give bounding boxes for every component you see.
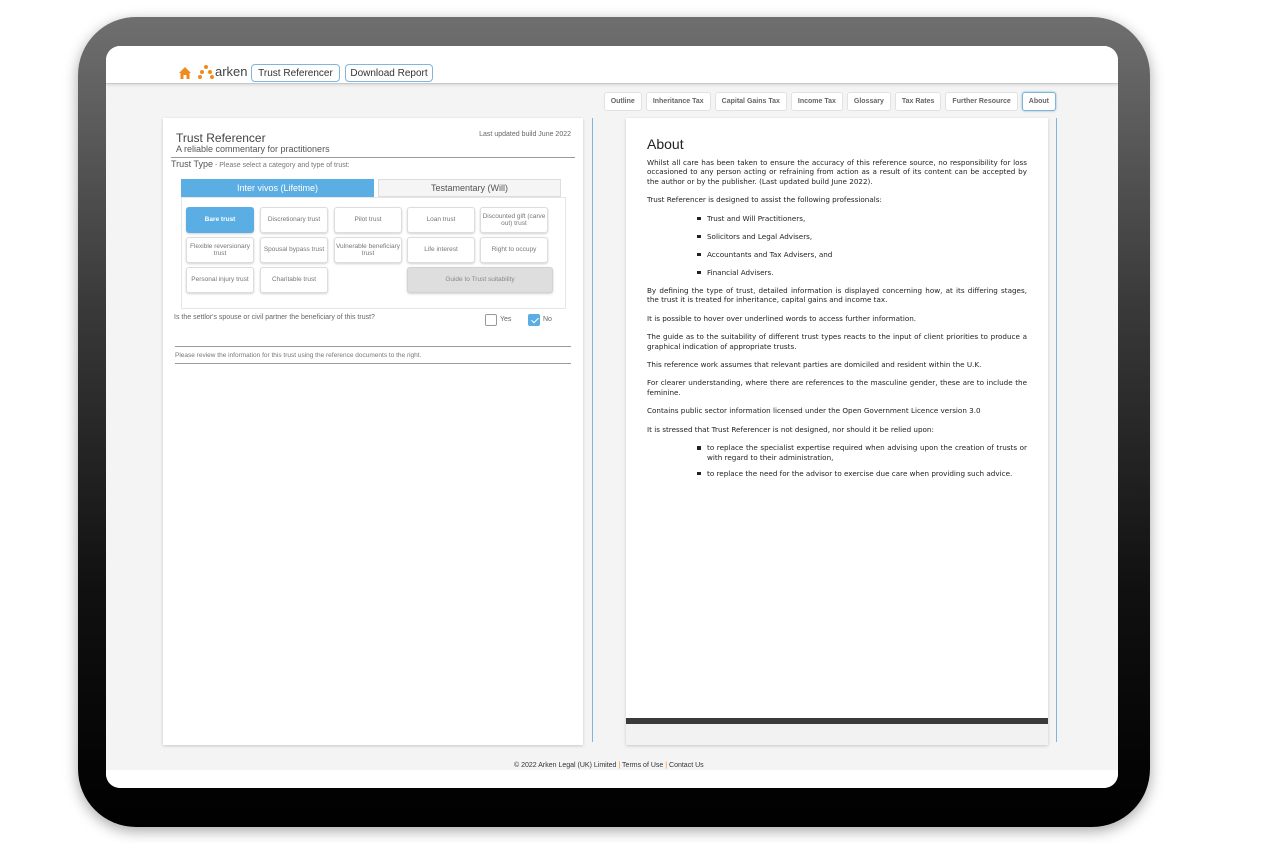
terms-of-use-link[interactable]: Terms of Use (622, 762, 664, 769)
panel-title: Trust Referencer (176, 131, 266, 145)
designed-for-paragraph: Trust Referencer is designed to assist the following professionals: (647, 195, 882, 205)
caveats-list (647, 443, 1027, 478)
panel-subtitle: A reliable commentary for practitioners (176, 144, 330, 154)
pane-divider-left[interactable] (592, 118, 593, 742)
licence-paragraph: Contains public sector information licensed under the Open Government Licence version 3.0 (647, 406, 981, 416)
category-testamentary-tab[interactable]: Testamentary (Will) (378, 179, 561, 197)
contact-us-link[interactable]: Contact Us (669, 762, 704, 769)
logo-text: arken (215, 64, 248, 79)
vulnerable-beneficiary-trust-button[interactable]: Vulnerable beneficiary trust (334, 237, 402, 263)
tab-income-tax[interactable]: Income Tax (791, 92, 843, 111)
footer-strip (106, 770, 1118, 788)
tab-glossary[interactable]: Glossary (847, 92, 891, 111)
trust-selector-panel (163, 118, 583, 745)
last-updated: Last updated build June 2022 (479, 131, 571, 138)
tab-tax-rates[interactable]: Tax Rates (895, 92, 942, 111)
home-icon[interactable] (178, 66, 192, 80)
trust-type-label: Trust Type (171, 159, 214, 169)
about-panel (626, 118, 1048, 745)
life-interest-button[interactable]: Life interest (407, 237, 475, 263)
no-label: No (543, 316, 552, 323)
guide-paragraph: The guide as to the suitability of different trust types reacts to the input of client priorities to produce a graphical indication of appropriate trusts. (647, 332, 1027, 351)
footer (106, 762, 1118, 769)
gender-paragraph: For clearer understanding, where there are references to the masculine gender, these are to include the feminine. (647, 378, 1027, 397)
trust-type-hint: - Please select a category and type of trust: (213, 162, 350, 169)
loan-trust-button[interactable]: Loan trust (407, 207, 475, 233)
trust-type-heading (171, 159, 350, 169)
category-inter-vivos-tab[interactable]: Inter vivos (Lifetime) (181, 179, 374, 197)
tab-inheritance-tax[interactable]: Inheritance Tax (646, 92, 711, 111)
professionals-list (647, 214, 1027, 277)
flexible-reversionary-trust-button[interactable]: Flexible reversionary trust (186, 237, 254, 263)
domicile-paragraph: This reference work assumes that relevant parties are domiciled and resident within the U.K. (647, 360, 982, 370)
spousal-bypass-trust-button[interactable]: Spousal bypass trust (260, 237, 328, 263)
charitable-trust-button[interactable]: Charitable trust (260, 267, 328, 293)
review-divider-bottom (175, 363, 571, 364)
pilot-trust-button[interactable]: Pilot trust (334, 207, 402, 233)
list-item: Financial Advisers. (697, 268, 1027, 277)
nav-tabs (604, 92, 1056, 111)
hover-paragraph: It is possible to hover over underlined words to access further information. (647, 313, 917, 323)
discretionary-trust-button[interactable]: Discretionary trust (260, 207, 328, 233)
pane-divider-right (1056, 118, 1057, 742)
personal-injury-trust-button[interactable]: Personal injury trust (186, 267, 254, 293)
list-item: Solicitors and Legal Advisers, (697, 232, 1027, 241)
title-divider (171, 157, 575, 158)
about-heading: About (647, 136, 684, 152)
tab-further-resource[interactable]: Further Resource (945, 92, 1017, 111)
trust-referencer-button[interactable]: Trust Referencer (251, 64, 340, 82)
discounted-gift-trust-button[interactable]: Discounted gift (carve out) trust (480, 207, 548, 233)
definition-paragraph: By defining the type of trust, detailed information is displayed concerning how, at its differing stages, the trust it is treated for inheritance, capital gains and income tax. (647, 286, 1027, 305)
guide-to-trust-suitability-button[interactable]: Guide to Trust suitability (407, 267, 553, 293)
arken-logo[interactable] (198, 64, 248, 79)
list-item: to replace the need for the advisor to exercise due care when providing such advice. (697, 469, 1027, 478)
bare-trust-button[interactable]: Bare trust (186, 207, 254, 233)
trust-type-grid (181, 197, 566, 309)
list-item: Accountants and Tax Advisers, and (697, 250, 1027, 259)
right-to-occupy-button[interactable]: Right to occupy (480, 237, 548, 263)
logo-dots-icon (198, 65, 214, 79)
list-item: to replace the specialist expertise required when advising upon the creation of trusts or with regard to their administration, (697, 443, 1027, 462)
spouse-beneficiary-question: Is the settlor's spouse or civil partner the beneficiary of this trust? (174, 314, 375, 321)
about-panel-footer (626, 724, 1048, 745)
tab-outline[interactable]: Outline (604, 92, 642, 111)
tab-about[interactable]: About (1022, 92, 1056, 111)
yes-checkbox[interactable] (485, 314, 497, 326)
download-report-button[interactable]: Download Report (345, 64, 433, 82)
review-divider-top (175, 346, 571, 347)
tab-capital-gains-tax[interactable]: Capital Gains Tax (715, 92, 787, 111)
copyright-text: © 2022 Arken Legal (UK) Limited (514, 762, 617, 769)
list-item: Trust and Will Practitioners, (697, 214, 1027, 223)
disclaimer-paragraph: Whilst all care has been taken to ensure the accuracy of this reference source, no responsibility for loss occasioned to any person acting or refraining from action as a result of its content can be accepted by the author or by the publisher. (Last updated build June 2022). (647, 158, 1027, 186)
stressed-paragraph: It is stressed that Trust Referencer is not designed, nor should it be relied upon: (647, 424, 934, 434)
about-content[interactable] (626, 118, 1048, 718)
no-checkbox[interactable] (528, 314, 540, 326)
top-bar (106, 46, 1118, 84)
footer-separator: | (618, 762, 621, 769)
app-screen (106, 46, 1118, 788)
footer-separator: | (665, 762, 668, 769)
yes-label: Yes (500, 316, 512, 323)
review-instruction: Please review the information for this trust using the reference documents to the right. (175, 352, 422, 359)
